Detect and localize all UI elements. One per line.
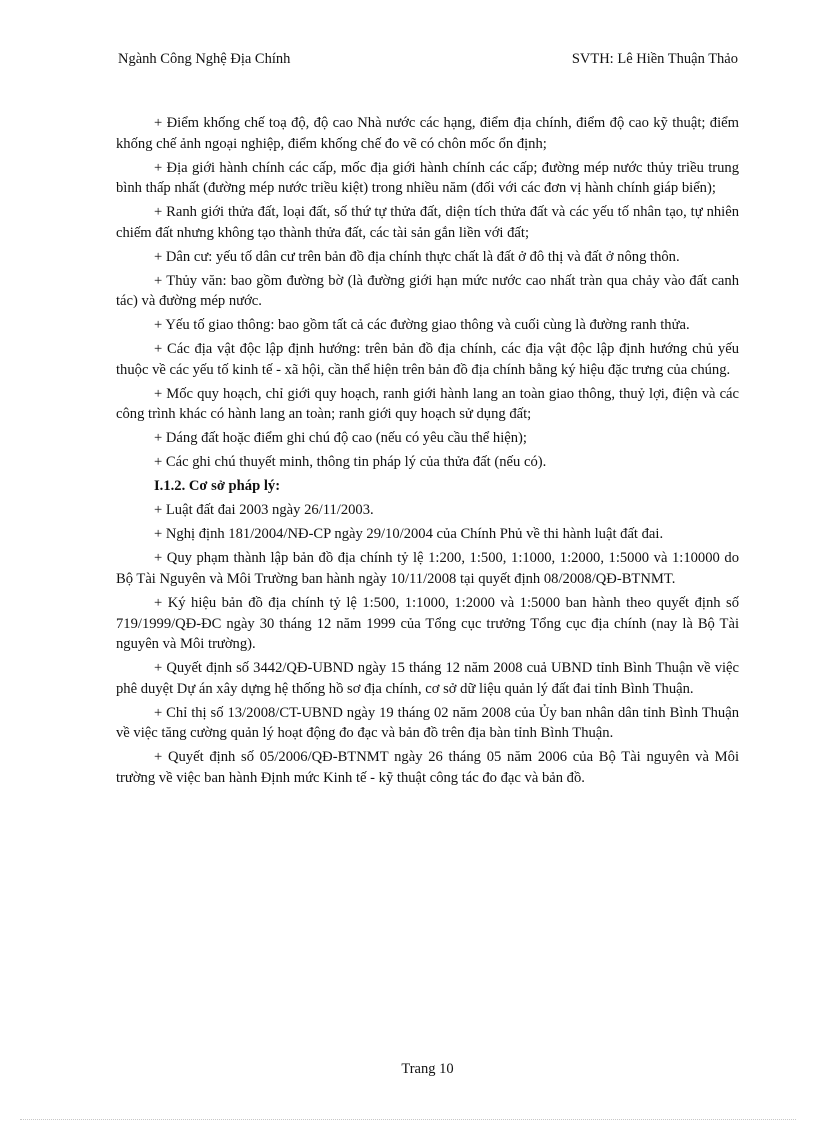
- list-item: + Thủy văn: bao gồm đường bờ (là đường giới hạn mức nước cao nhất tràn qua chảy vào đất canh tác) và đường mép nước.: [116, 272, 739, 310]
- list-item: + Dân cư: yếu tố dân cư trên bản đồ địa chính thực chất là đất ở đô thị và đất ở nông thôn.: [154, 248, 680, 265]
- page-header: [118, 48, 738, 70]
- document-body: [116, 113, 739, 792]
- list-item: + Các ghi chú thuyết minh, thông tin pháp lý của thửa đất (nếu có).: [154, 454, 547, 471]
- list-item: + Mốc quy hoạch, chỉ giới quy hoạch, ranh giới hành lang an toàn giao thông, thuỷ lợi, điện và các công trình khác có hành lang an toàn; ranh giới quy hoạch sử dụng đất;: [116, 385, 739, 423]
- legal-item: + Chỉ thị số 13/2008/CT-UBND ngày 19 tháng 02 năm 2008 của Ủy ban nhân dân tỉnh Bình Thuận về việc tăng cường quản lý hoạt động đo đạc và bản đồ trên địa bàn tỉnh Bình Thuận.: [116, 704, 739, 742]
- legal-item: + Nghị định 181/2004/NĐ-CP ngày 29/10/2004 của Chính Phủ về thi hành luật đất đai.: [154, 526, 664, 543]
- list-item: + Địa giới hành chính các cấp, mốc địa giới hành chính các cấp; đường mép nước thủy triều trung bình thấp nhất (đường mép nước triều kiệt) trong nhiều năm (đối với các đơn vị hành chính giáp biển);: [116, 159, 739, 197]
- list-item: + Dáng đất hoặc điểm ghi chú độ cao (nếu có yêu cầu thể hiện);: [154, 430, 527, 447]
- legal-item: + Ký hiệu bản đồ địa chính tỷ lệ 1:500, 1:1000, 1:2000 và 1:5000 ban hành theo quyết định số 719/1999/QĐ-ĐC ngày 30 tháng 12 năm 1999 của Tổng cục trưởng Tổng cục địa chính (nay là Bộ Tài nguyên và Môi trường).: [116, 594, 739, 653]
- legal-item: + Quy phạm thành lập bản đồ địa chính tỷ lệ 1:200, 1:500, 1:1000, 1:2000, 1:5000 và 1:10000 do Bộ Tài Nguyên và Môi Trường ban hành ngày 10/11/2008 tại quyết định 08/2008/QĐ-BTNMT.: [116, 550, 739, 587]
- footer-divider: [20, 1119, 796, 1120]
- page-number: Trang 10: [401, 1061, 454, 1077]
- legal-item: + Luật đất đai 2003 ngày 26/11/2003.: [154, 502, 374, 519]
- header-department: Ngành Công Nghệ Địa Chính: [118, 51, 291, 67]
- list-item: + Điểm khống chế toạ độ, độ cao Nhà nước các hạng, điểm địa chính, điểm độ cao kỹ thuật; điểm khống chế ảnh ngoại nghiệp, điểm khống chế đo vẽ có chôn mốc ổn định;: [116, 115, 739, 152]
- list-item: + Các địa vật độc lập định hướng: trên bản đồ địa chính, các địa vật độc lập định hướng chủ yếu thuộc về các yếu tố kinh tế - xã hội, cần thể hiện trên bản đồ địa chính bằng ký hiệu đặc trưng của chúng.: [116, 341, 739, 378]
- legal-item: + Quyết định số 3442/QĐ-UBND ngày 15 tháng 12 năm 2008 cuả UBND tỉnh Bình Thuận về việc phê duyệt Dự án xây dựng hệ thống hồ sơ địa chính, cơ sở dữ liệu quản lý đất đai tỉnh Bình Thuận.: [116, 660, 739, 697]
- list-item: + Yếu tố giao thông: bao gồm tất cả các đường giao thông và cuối cùng là đường ranh thửa.: [154, 317, 690, 334]
- section-heading: I.1.2. Cơ sở pháp lý:: [154, 478, 281, 495]
- header-student: SVTH: Lê Hiền Thuận Thảo: [571, 51, 738, 67]
- list-item: + Ranh giới thửa đất, loại đất, số thứ tự thửa đất, diện tích thửa đất và các yếu tố nhân tạo, tự nhiên chiếm đất nhưng không tạo thành thửa đất, các tài sản gắn liền với đất;: [116, 204, 739, 241]
- legal-item: + Quyết định số 05/2006/QĐ-BTNMT ngày 26 tháng 05 năm 2006 của Bộ Tài nguyên và Môi trường về việc ban hành Định mức Kinh tế - kỹ thuật công tác đo đạc và bản đồ.: [116, 749, 739, 786]
